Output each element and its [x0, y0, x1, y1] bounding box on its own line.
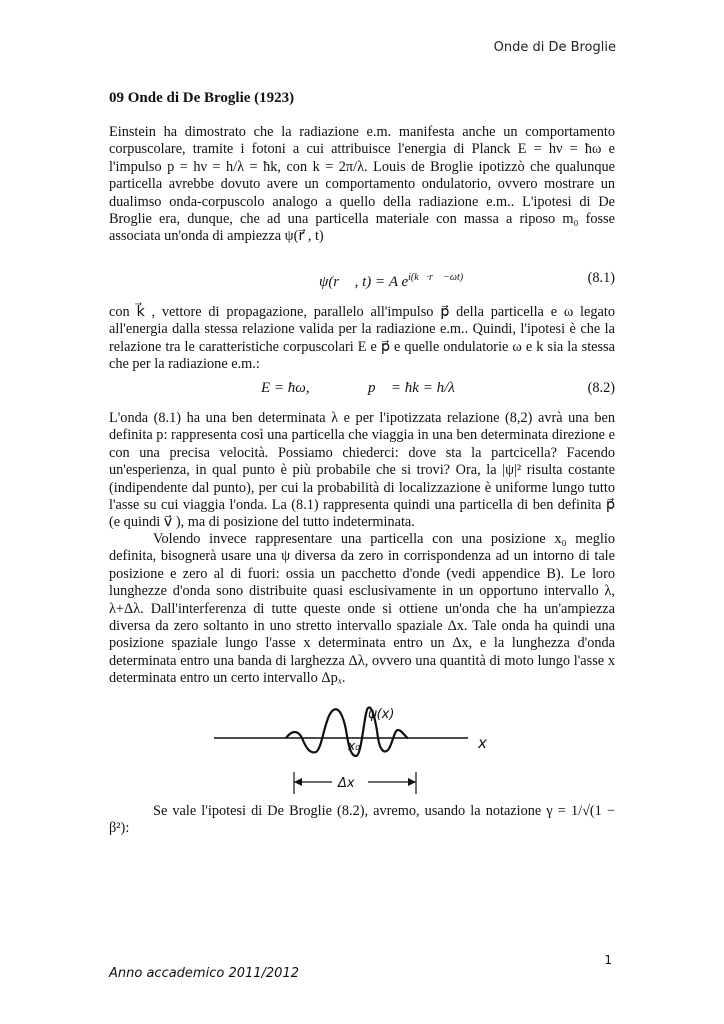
delta-x-label: Δx [338, 776, 355, 791]
equation-8-1-number: (8.1) [587, 270, 615, 286]
equation-8-2 [109, 378, 615, 400]
delta-x-left-arrowhead [294, 778, 302, 786]
paragraph-2: con k⃗ , vettore di propagazione, parallelo all'impulso p⃗ della particella e ω legato all'energia dalla stessa relazione valida per la radiazione e.m.. Quindi, l'ipotesi è che la relazione tra le caratteristiche corpuscolari E e p⃗ e quelle ondulatorie ω e k sia la stessa che per la radiazione e.m.: [109, 304, 615, 373]
equation-8-2-number: (8.2) [587, 380, 615, 396]
paragraph-4: Volendo invece rappresentare una particella con una posizione x₀ meglio definita, bisognerà usare una ψ diversa da zero in corrispondenza ad un intorno di tale posizione e zero al di fuori: ossia un pacchetto d'onde (vedi appendice B). Le loro lunghezze d'onda sono distribuite quasi esclusivamente in un opportuno intervallo λ, λ+Δλ. Dall'interferenza di tutte queste onde si ottiene un'onda che ha un'ampiezza diversa da zero soltanto in uno stretto intervallo spaziale Δx. Tale onda ha quindi una posizione spaziale lungo l'asse x determinata entro un Δx, e la lunghezza d'onda determinata entro una banda di larghezza Δλ, ovvero una quantità di moto lungo l'asse x determinata entro un certo intervallo Δpₓ. [109, 531, 615, 687]
equation-8-2-right: p⃗ = ħk = h/λ [368, 380, 455, 396]
page-number: 1 [604, 953, 612, 967]
x0-label: x₀ [348, 739, 360, 753]
paragraph-5: Se vale l'ipotesi di De Broglie (8.2), avremo, usando la notazione γ = 1/√(1 − β²): [109, 803, 615, 837]
equation-8-1-exponent: i(k⃗·r⃗ −ωt) [408, 272, 464, 283]
footer-text: Anno accademico 2011/2012 [109, 966, 299, 981]
section-title: 09 Onde di De Broglie (1923) [109, 90, 295, 106]
equation-8-1-lhs: ψ(r⃗ , t) = A e [319, 274, 409, 290]
psi-label: ψ(x) [368, 707, 395, 722]
axis-label: x [478, 734, 487, 752]
equation-8-2-left: E = ħω, [261, 380, 310, 396]
equation-8-1-formula [319, 272, 463, 291]
equation-8-1 [109, 268, 615, 290]
running-header: Onde di De Broglie [493, 40, 616, 55]
paragraph-1: Einstein ha dimostrato che la radiazione e.m. manifesta anche un comportamento corpuscolare, tramite i fotoni a cui attribuisce l'energia di Planck E = hν = ħω e l'impulso p = hν = h/λ = ħk, con k = 2π/λ. Louis de Broglie ipotizzò che qualunque particella avrebbe dovuto avere un comportamento ondulatorio, ovvero mostrare un dualimso onda-corpuscolo analogo a quello della radiazione e.m.. L'ipotesi di De Broglie era, dunque, che ad una particella materiale con massa a riposo m₀ fosse associata un'onda di ampiezza ψ(r⃗ , t) [109, 124, 615, 245]
delta-x-right-arrowhead [408, 778, 416, 786]
wave-packet-figure [212, 702, 512, 800]
paragraph-3: L'onda (8.1) ha una ben determinata λ e per l'ipotizzata relazione (8,2) avrà una ben definita p: rappresenta così una particella che viaggia in una ben determinata direzione e con una precisa velocità. Possiamo chiederci: dove sta la partcicella? Facendo un'esperienza, in qual punto è più probabile che si trovi? Ora, la |ψ|² risulta costante (indipendente dal punto), per cui la probabilità di localizzazione è uniforme lungo tutto l'asse su cui viaggia l'onda. La (8.1) rappresenta quindi una particella di ben definita p⃗ (e quindi v⃗ ), ma di posizione del tutto indeterminata. [109, 410, 615, 531]
